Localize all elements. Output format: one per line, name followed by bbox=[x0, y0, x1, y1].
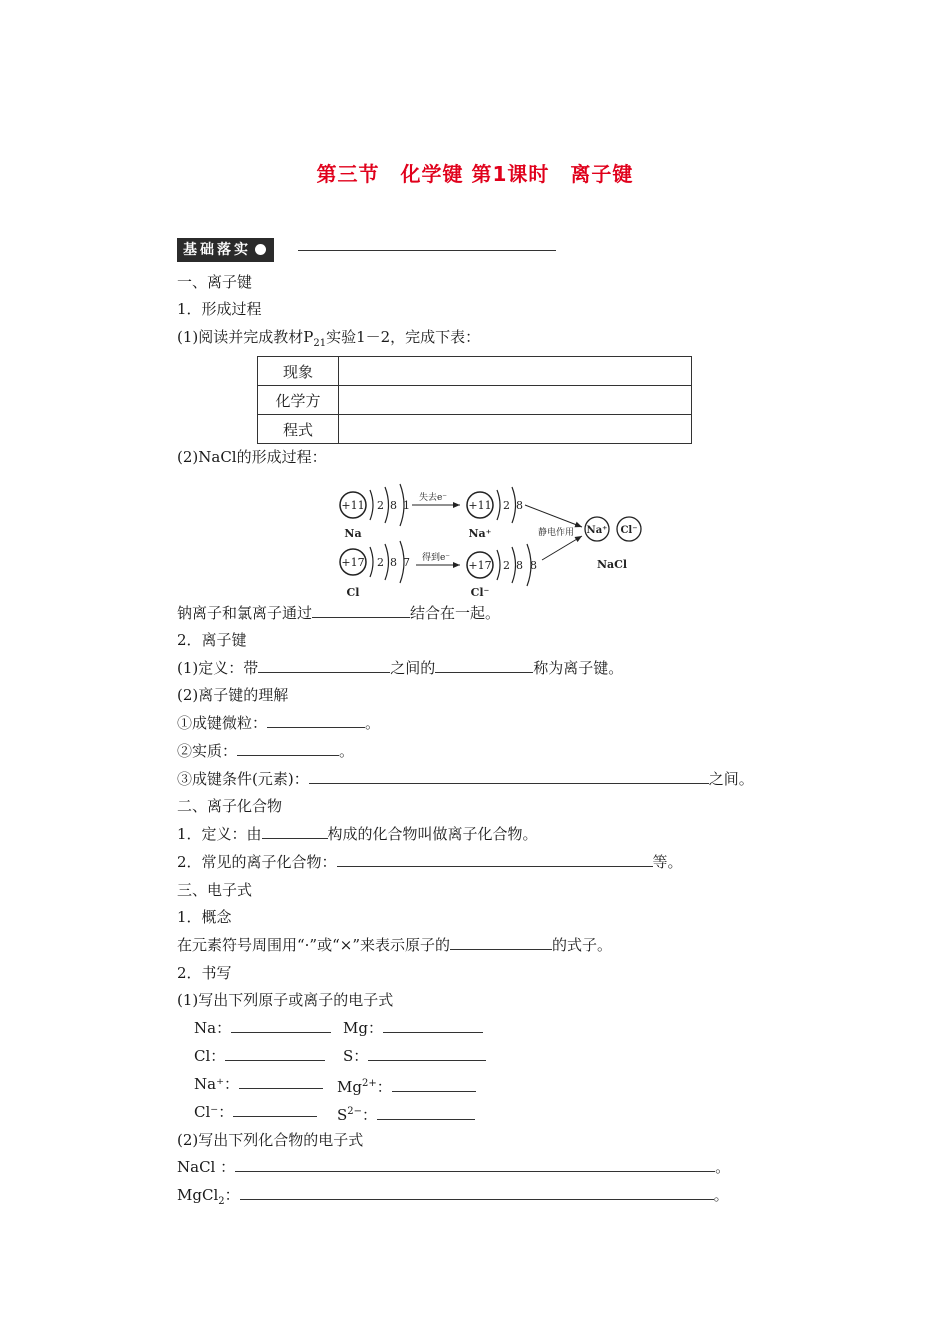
definition-line: (1)定义：带 之间的 称为离子键。 bbox=[177, 659, 624, 677]
common-compounds: 2．常见的离子化合物： 等。 bbox=[177, 853, 683, 871]
svg-text:Na⁺: Na⁺ bbox=[468, 527, 492, 540]
blank-nacl[interactable] bbox=[235, 1157, 715, 1172]
item-cl: Cl： bbox=[194, 1046, 325, 1066]
svg-text:+11: +11 bbox=[468, 499, 492, 512]
svg-text:Cl: Cl bbox=[346, 586, 360, 599]
svg-text:+17: +17 bbox=[468, 559, 492, 572]
svg-text:Na⁺: Na⁺ bbox=[586, 525, 608, 536]
blank-conditions[interactable] bbox=[309, 769, 709, 784]
blank-bond-force[interactable] bbox=[312, 603, 410, 618]
table-cell-equation: 化学方 bbox=[258, 386, 339, 415]
section-banner bbox=[177, 238, 274, 262]
subheading-ionic-bond: 2．离子键 bbox=[177, 631, 247, 649]
svg-text:Cl⁻: Cl⁻ bbox=[470, 586, 490, 599]
heading-ionic-bond: 一、离子键 bbox=[177, 273, 253, 291]
static-arrow-top bbox=[525, 505, 582, 527]
svg-text:8: 8 bbox=[390, 556, 397, 569]
table-cell-phenomenon: 现象 bbox=[258, 357, 339, 386]
svg-text:8: 8 bbox=[516, 499, 523, 512]
banner-label: 基础落实 bbox=[183, 242, 251, 258]
svg-text:2: 2 bbox=[377, 499, 384, 512]
bonding-conditions: ③成键条件(元素)： 之间。 bbox=[177, 770, 754, 788]
blank-compound-def[interactable] bbox=[262, 824, 328, 839]
svg-text:+17: +17 bbox=[341, 556, 365, 569]
blank-mgcl2[interactable] bbox=[240, 1185, 714, 1200]
instruction-nacl-formation: (2)NaCl的形成过程： bbox=[177, 448, 327, 466]
svg-text:1: 1 bbox=[403, 499, 410, 512]
page-title: 第三节 化学键 第1课时 离子键 bbox=[316, 162, 634, 186]
subheading-formation: 1．形成过程 bbox=[177, 300, 262, 318]
blank-mg[interactable] bbox=[383, 1018, 483, 1033]
item-s-ion: $S^{2-}$： bbox=[337, 1102, 475, 1125]
bonding-particles: ①成键微粒： 。 bbox=[177, 714, 381, 732]
svg-text:8: 8 bbox=[530, 559, 537, 572]
item-cl-ion: Cl⁻： bbox=[194, 1102, 317, 1122]
observation-table bbox=[257, 356, 692, 444]
essence: ②实质： 。 bbox=[177, 742, 355, 760]
task-compounds: (2)写出下列化合物的电子式 bbox=[177, 1131, 364, 1149]
banner-rule bbox=[298, 250, 556, 251]
heading-electron-formula: 三、电子式 bbox=[177, 881, 253, 899]
subheading-writing: 2．书写 bbox=[177, 964, 232, 982]
blank-na[interactable] bbox=[231, 1018, 331, 1033]
svg-text:+11: +11 bbox=[341, 499, 365, 512]
blank-mg-ion[interactable] bbox=[392, 1077, 476, 1092]
item-mg-ion: $Mg^{2+}$： bbox=[337, 1074, 476, 1097]
heading-ionic-compound: 二、离子化合物 bbox=[177, 797, 283, 815]
item-mg: Mg： bbox=[343, 1018, 483, 1038]
item-s: S： bbox=[343, 1046, 486, 1066]
blank-common-compounds[interactable] bbox=[337, 852, 653, 867]
concept-statement: 在元素符号周围用“·”或“×”来表示原子的 的式子。 bbox=[177, 936, 613, 954]
answer-cell-equation[interactable] bbox=[339, 386, 692, 415]
svg-text:2: 2 bbox=[377, 556, 384, 569]
blank-na-ion[interactable] bbox=[239, 1074, 323, 1089]
svg-text:Cl⁻: Cl⁻ bbox=[620, 525, 638, 536]
nacl-formation-diagram bbox=[330, 478, 650, 604]
blank-concept[interactable] bbox=[450, 935, 552, 950]
instruction-read: (1)阅读并完成教材$P_{21}$实验1－2，完成下表： bbox=[177, 328, 481, 349]
blank-cl[interactable] bbox=[225, 1046, 325, 1061]
table-cell-equation-cont: 程式 bbox=[258, 415, 339, 444]
compound-definition: 1．定义：由 构成的化合物叫做离子化合物。 bbox=[177, 825, 538, 843]
blank-essence[interactable] bbox=[237, 741, 339, 756]
svg-text:失去e⁻: 失去e⁻ bbox=[418, 493, 448, 503]
static-arrow-bottom bbox=[542, 536, 582, 560]
svg-text:8: 8 bbox=[390, 499, 397, 512]
svg-text:Na: Na bbox=[344, 527, 362, 540]
blank-s-ion[interactable] bbox=[377, 1105, 475, 1120]
svg-text:2: 2 bbox=[503, 499, 510, 512]
task-atoms-ions: (1)写出下列原子或离子的电子式 bbox=[177, 991, 394, 1009]
blank-definition-2[interactable] bbox=[435, 658, 533, 673]
subheading-concept: 1．概念 bbox=[177, 908, 232, 926]
bond-statement: 钠离子和氯离子通过 结合在一起。 bbox=[177, 604, 501, 622]
blank-cl-ion[interactable] bbox=[233, 1102, 317, 1117]
svg-text:7: 7 bbox=[403, 556, 410, 569]
answer-cell-phenomenon[interactable] bbox=[339, 357, 692, 386]
answer-cell-equation-cont[interactable] bbox=[339, 415, 692, 444]
blank-particles[interactable] bbox=[267, 713, 365, 728]
svg-text:得到e⁻: 得到e⁻ bbox=[421, 553, 451, 563]
item-na: Na： bbox=[194, 1018, 331, 1038]
svg-text:静电作用: 静电作用 bbox=[537, 528, 575, 538]
svg-text:2: 2 bbox=[503, 559, 510, 572]
blank-s[interactable] bbox=[368, 1046, 486, 1061]
blank-definition-1[interactable] bbox=[258, 658, 390, 673]
bullet-icon bbox=[255, 244, 266, 255]
understanding-heading: (2)离子键的理解 bbox=[177, 686, 289, 704]
item-na-ion: Na⁺： bbox=[194, 1074, 323, 1094]
svg-text:NaCl: NaCl bbox=[596, 558, 628, 571]
svg-text:8: 8 bbox=[516, 559, 523, 572]
item-mgcl2: MgCl$_2$： 。 bbox=[177, 1186, 729, 1207]
item-nacl: NaCl ： 。 bbox=[177, 1158, 731, 1176]
